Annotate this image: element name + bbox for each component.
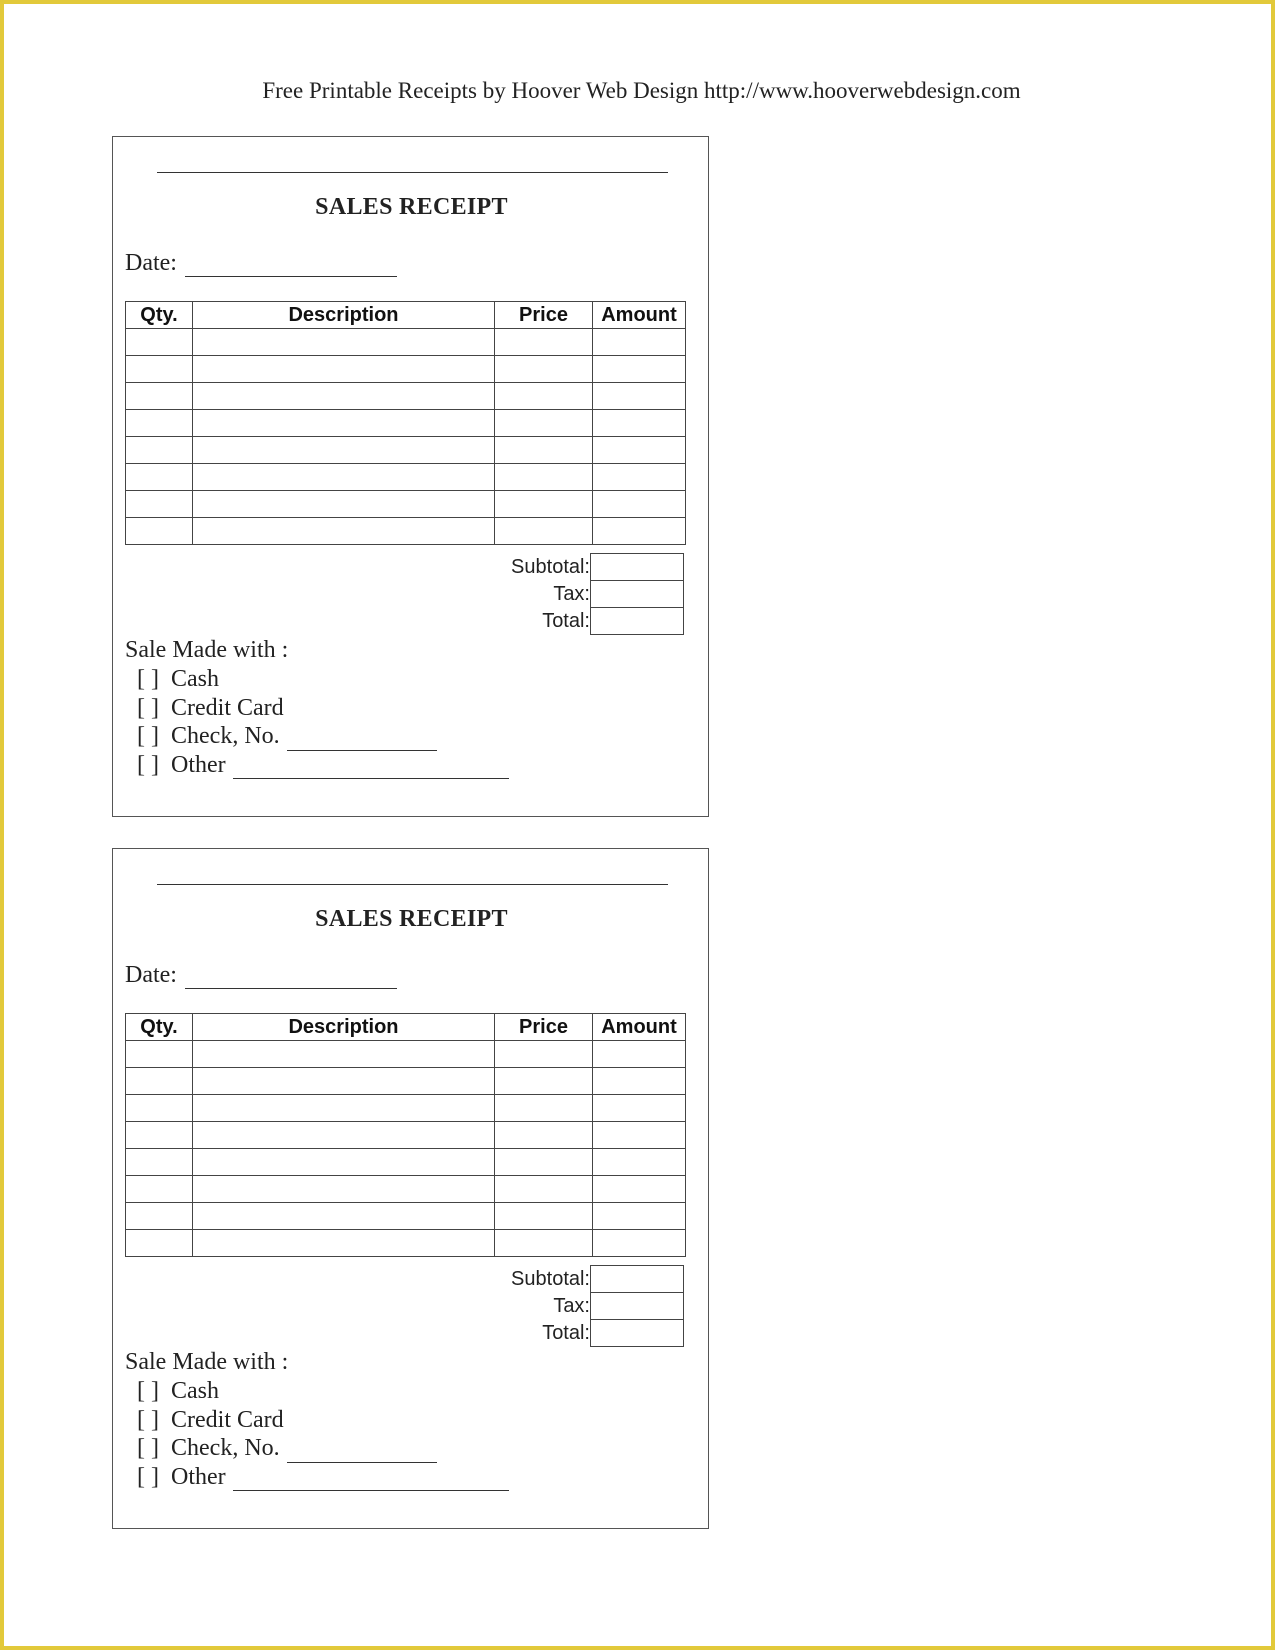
items-table	[125, 301, 686, 545]
price-cell[interactable]	[495, 1041, 593, 1068]
date-label: Date:	[125, 962, 177, 988]
items-header-row	[126, 302, 686, 329]
option-check[interactable]	[137, 1434, 509, 1463]
option-other[interactable]	[137, 1463, 509, 1492]
other-field[interactable]	[233, 758, 509, 779]
description-cell[interactable]	[193, 356, 495, 383]
price-cell[interactable]	[495, 464, 593, 491]
amount-cell[interactable]	[593, 1122, 686, 1149]
qty-cell[interactable]	[126, 1230, 193, 1257]
col-description: Description	[193, 1014, 495, 1041]
check-number-field[interactable]	[287, 1442, 437, 1463]
date-label: Date:	[125, 250, 177, 276]
description-cell[interactable]	[193, 464, 495, 491]
qty-cell[interactable]	[126, 437, 193, 464]
qty-cell[interactable]	[126, 1203, 193, 1230]
amount-cell[interactable]	[593, 1230, 686, 1257]
amount-cell[interactable]	[593, 518, 686, 545]
option-cash[interactable]	[137, 665, 509, 694]
item-row	[126, 1176, 686, 1203]
item-row	[126, 1041, 686, 1068]
checkbox[interactable]: [ ]	[137, 666, 159, 692]
item-row	[126, 518, 686, 545]
option-label: Credit Card	[171, 1406, 284, 1433]
checkbox[interactable]: [ ]	[137, 694, 159, 721]
price-cell[interactable]	[495, 1203, 593, 1230]
option-label: Check, No.	[171, 1435, 280, 1461]
item-row	[126, 491, 686, 518]
price-cell[interactable]	[495, 1068, 593, 1095]
description-cell[interactable]	[193, 383, 495, 410]
other-field[interactable]	[233, 1470, 509, 1491]
subtotal-label: Subtotal:	[511, 1267, 590, 1290]
date-row	[125, 250, 397, 277]
option-credit-card[interactable]	[137, 1406, 509, 1435]
qty-cell[interactable]	[126, 1068, 193, 1095]
qty-cell[interactable]	[126, 1122, 193, 1149]
price-cell[interactable]	[495, 1149, 593, 1176]
qty-cell[interactable]	[126, 1095, 193, 1122]
qty-cell[interactable]	[126, 329, 193, 356]
qty-cell[interactable]	[126, 1176, 193, 1203]
price-cell[interactable]	[495, 329, 593, 356]
description-cell[interactable]	[193, 1203, 495, 1230]
tax-label: Tax:	[553, 1294, 590, 1317]
checkbox[interactable]: [ ]	[137, 751, 159, 778]
qty-cell[interactable]	[126, 356, 193, 383]
tax-label: Tax:	[553, 582, 590, 605]
option-credit-card[interactable]	[137, 694, 509, 723]
qty-cell[interactable]	[126, 491, 193, 518]
description-cell[interactable]	[193, 1122, 495, 1149]
payment-options	[137, 665, 509, 779]
payment-options	[137, 1377, 509, 1491]
amount-cell[interactable]	[593, 410, 686, 437]
amount-cell[interactable]	[593, 437, 686, 464]
checkbox[interactable]: [ ]	[137, 1406, 159, 1433]
col-qty: Qty.	[126, 302, 193, 329]
item-row	[126, 464, 686, 491]
price-cell[interactable]	[495, 1095, 593, 1122]
description-cell[interactable]	[193, 410, 495, 437]
col-qty: Qty.	[126, 1014, 193, 1041]
option-cash[interactable]	[137, 1377, 509, 1406]
col-amount: Amount	[593, 1014, 686, 1041]
amount-cell[interactable]	[593, 1068, 686, 1095]
amount-cell[interactable]	[593, 383, 686, 410]
subtotal-field[interactable]	[591, 554, 684, 581]
item-row	[126, 329, 686, 356]
price-cell[interactable]	[495, 1176, 593, 1203]
tax-field[interactable]	[591, 581, 684, 608]
amount-cell[interactable]	[593, 329, 686, 356]
option-label: Cash	[171, 1378, 219, 1404]
receipt-title: SALES RECEIPT	[315, 194, 508, 220]
amount-cell[interactable]	[593, 1203, 686, 1230]
description-cell[interactable]	[193, 1230, 495, 1257]
description-cell[interactable]	[193, 1149, 495, 1176]
checkbox[interactable]: [ ]	[137, 1463, 159, 1490]
checkbox[interactable]: [ ]	[137, 1378, 159, 1404]
sale-made-with-label: Sale Made with :	[125, 637, 289, 663]
description-cell[interactable]	[193, 1041, 495, 1068]
description-cell[interactable]	[193, 1068, 495, 1095]
amount-cell[interactable]	[593, 1149, 686, 1176]
col-price: Price	[495, 302, 593, 329]
qty-cell[interactable]	[126, 383, 193, 410]
item-row	[126, 1230, 686, 1257]
price-cell[interactable]	[495, 410, 593, 437]
total-label: Total:	[542, 1321, 590, 1344]
total-row	[125, 608, 684, 635]
sales-receipt-1	[112, 136, 709, 817]
total-field[interactable]	[591, 1320, 684, 1347]
business-name-line[interactable]	[157, 172, 668, 173]
qty-cell[interactable]	[126, 410, 193, 437]
price-cell[interactable]	[495, 518, 593, 545]
option-label: Other	[171, 1463, 226, 1490]
date-field[interactable]	[185, 966, 397, 989]
option-label: Credit Card	[171, 694, 284, 721]
item-row	[126, 1203, 686, 1230]
col-amount: Amount	[593, 302, 686, 329]
checkbox[interactable]: [ ]	[137, 1435, 159, 1461]
price-cell[interactable]	[495, 356, 593, 383]
items-table	[125, 1013, 686, 1257]
description-cell[interactable]	[193, 518, 495, 545]
amount-cell[interactable]	[593, 1041, 686, 1068]
date-row	[125, 962, 397, 989]
subtotal-row	[125, 554, 684, 581]
page-header: Free Printable Receipts by Hoover Web Design http://www.hooverwebdesign.com	[262, 78, 1021, 103]
price-cell[interactable]	[495, 491, 593, 518]
checkbox[interactable]: [ ]	[137, 723, 159, 749]
total-row	[125, 1320, 684, 1347]
item-row	[126, 383, 686, 410]
price-cell[interactable]	[495, 437, 593, 464]
amount-cell[interactable]	[593, 356, 686, 383]
items-header-row	[126, 1014, 686, 1041]
col-price: Price	[495, 1014, 593, 1041]
receipt-title: SALES RECEIPT	[315, 906, 508, 932]
amount-cell[interactable]	[593, 1095, 686, 1122]
price-cell[interactable]	[495, 1122, 593, 1149]
qty-cell[interactable]	[126, 1041, 193, 1068]
business-name-line[interactable]	[157, 884, 668, 885]
description-cell[interactable]	[193, 1176, 495, 1203]
item-row	[126, 356, 686, 383]
description-cell[interactable]	[193, 1095, 495, 1122]
description-cell[interactable]	[193, 491, 495, 518]
subtotal-field[interactable]	[591, 1266, 684, 1293]
totals-table	[125, 1265, 684, 1347]
col-description: Description	[193, 302, 495, 329]
tax-field[interactable]	[591, 1293, 684, 1320]
subtotal-row	[125, 1266, 684, 1293]
item-row	[126, 437, 686, 464]
sale-made-with-label: Sale Made with :	[125, 1349, 289, 1375]
total-label: Total:	[542, 609, 590, 632]
tax-row	[125, 1293, 684, 1320]
subtotal-label: Subtotal:	[511, 555, 590, 578]
totals-table	[125, 553, 684, 635]
sales-receipt-2	[112, 848, 709, 1529]
item-row	[126, 410, 686, 437]
qty-cell[interactable]	[126, 518, 193, 545]
amount-cell[interactable]	[593, 464, 686, 491]
item-row	[126, 1149, 686, 1176]
description-cell[interactable]	[193, 437, 495, 464]
item-row	[126, 1095, 686, 1122]
date-field[interactable]	[185, 254, 397, 277]
option-label: Check, No.	[171, 723, 280, 749]
price-cell[interactable]	[495, 1230, 593, 1257]
amount-cell[interactable]	[593, 1176, 686, 1203]
item-row	[126, 1122, 686, 1149]
description-cell[interactable]	[193, 329, 495, 356]
check-number-field[interactable]	[287, 730, 437, 751]
option-check[interactable]	[137, 722, 509, 751]
item-row	[126, 1068, 686, 1095]
qty-cell[interactable]	[126, 1149, 193, 1176]
amount-cell[interactable]	[593, 491, 686, 518]
option-label: Other	[171, 751, 226, 778]
option-other[interactable]	[137, 751, 509, 780]
option-label: Cash	[171, 666, 219, 692]
qty-cell[interactable]	[126, 464, 193, 491]
total-field[interactable]	[591, 608, 684, 635]
tax-row	[125, 581, 684, 608]
price-cell[interactable]	[495, 383, 593, 410]
